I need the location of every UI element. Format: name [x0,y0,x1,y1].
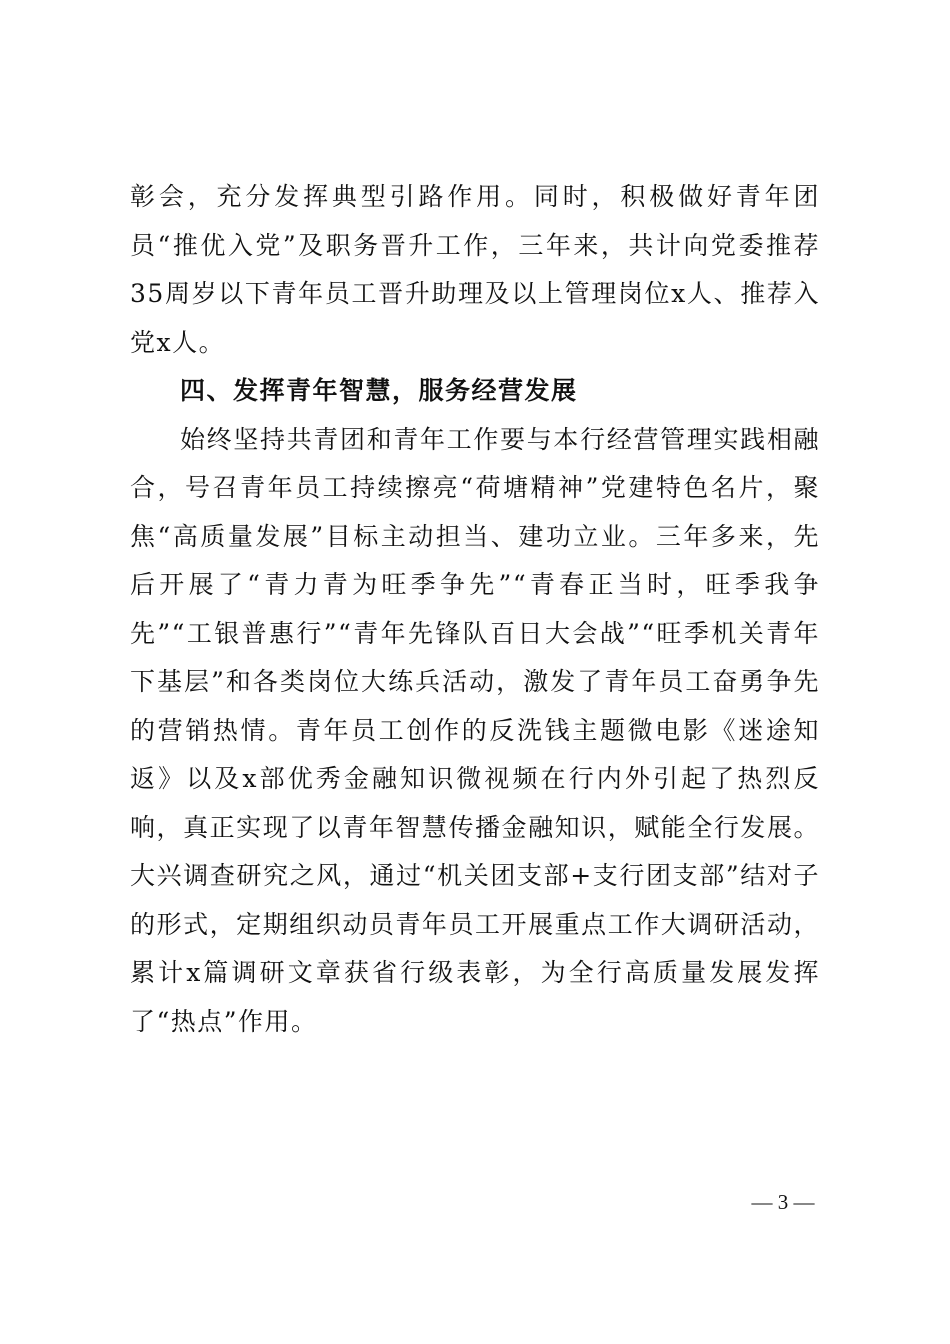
paragraph-body: 始终坚持共青团和青年工作要与本行经营管理实践相融合，号召青年员工持续擦亮“荷塘精神”党建特色名片，聚焦“高质量发展”目标主动担当、建功立业。三年多来，先后开展了“青力青为旺季争先”“青春正当时，旺季我争先”“工银普惠行”“青年先锋队百日大会战”“旺季机关青年下基层”和各类岗位大练兵活动，激发了青年员工奋勇争先的营销热情。青年员工创作的反洗钱主题微电影《迷途知返》以及x部优秀金融知识微视频在行内外引起了热烈反响，真正实现了以青年智慧传播金融知识，赋能全行发展。大兴调查研究之风，通过“机关团支部+支行团支部”结对子的形式，定期组织动员青年员工开展重点工作大调研活动，累计x篇调研文章获省行级表彰，为全行高质量发展发挥了“热点”作用。 [130,424,820,1036]
section-heading: 四、发挥青年智慧，服务经营发展 [180,376,578,405]
document-body [130,173,820,1046]
page-number: — 3 — [751,1190,815,1214]
paragraph-continuation: 彰会，充分发挥典型引路作用。同时，积极做好青年团员“推优入党”及职务晋升工作，三年来，共计向党委推荐35周岁以下青年员工晋升助理及以上管理岗位x人、推荐入党x人。 [130,182,820,357]
